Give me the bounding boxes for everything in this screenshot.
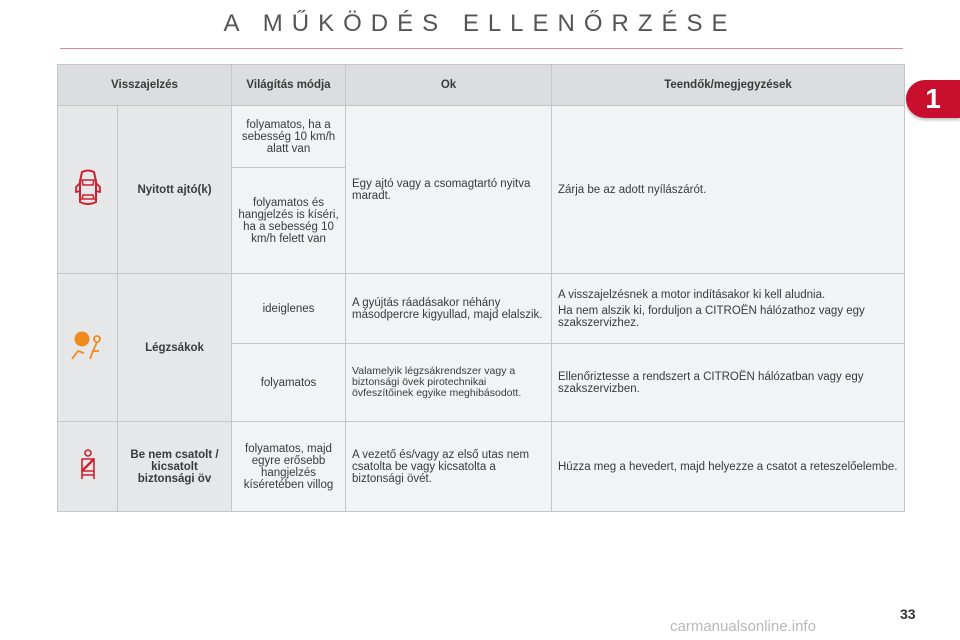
action-airbags-continuous: Ellenőriztesse a rendszert a CITROËN hálózatban vagy egy szakszervizben. <box>552 344 905 422</box>
warning-lights-table <box>57 64 905 512</box>
watermark: carmanualsonline.info <box>670 618 816 635</box>
chapter-tab[interactable]: 1 <box>906 80 960 118</box>
mode-airbags-temporary: ideiglenes <box>232 274 346 344</box>
header-action: Teendők/megjegyzések <box>552 65 905 106</box>
airbag-icon-cell <box>58 274 118 422</box>
cause-airbags-temporary: A gyújtás ráadásakor néhány másodpercre kigyullad, majd elalszik. <box>346 274 552 344</box>
cause-doors: Egy ajtó vagy a csomagtartó nyitva maradt. <box>346 106 552 274</box>
mode-doors-high-speed: folyamatos és hangjelzés is kíséri, ha a sebesség 10 km/h felett van <box>232 168 346 274</box>
open-door-car-icon <box>75 168 101 211</box>
header-mode: Világítás módja <box>232 65 346 106</box>
table-row <box>58 274 905 344</box>
cause-seatbelt: A vezető és/vagy az első utas nem csatolta be vagy kicsatolta a biztonsági övét. <box>346 422 552 512</box>
table-row <box>58 422 905 512</box>
function-doors: Nyitott ajtó(k) <box>118 106 232 274</box>
action-airbags-note-2: Ha nem alszik ki, forduljon a CITROËN hálózathoz vagy egy szakszervizhez. <box>558 304 865 329</box>
airbag-icon <box>70 331 106 364</box>
header-cause: Ok <box>346 65 552 106</box>
page-number: 33 <box>900 606 916 622</box>
door-icon-cell <box>58 106 118 274</box>
action-airbags-temporary <box>552 274 905 344</box>
action-seatbelt: Húzza meg a hevedert, majd helyezze a csatot a reteszelőelembe. <box>552 422 905 512</box>
action-airbags-note-1: A visszajelzésnek a motor indításakor ki kell aludnia. <box>558 288 826 301</box>
function-seatbelt: Be nem csatolt / kicsatolt biztonsági öv <box>118 422 232 512</box>
table-header-row <box>58 65 905 106</box>
seatbelt-icon <box>77 449 99 484</box>
page-title: A MŰKÖDÉS ELLENŐRZÉSE <box>223 10 737 37</box>
action-doors: Zárja be az adott nyílászárót. <box>552 106 905 274</box>
table-row <box>58 106 905 168</box>
title-divider <box>60 48 903 49</box>
cause-airbags-continuous: Valamelyik légzsákrendszer vagy a biztonsági övek pirotechnikai övfeszítőinek egyike meghibásodott. <box>346 344 552 422</box>
header-indicator: Visszajelzés <box>58 65 232 106</box>
mode-airbags-continuous: folyamatos <box>232 344 346 422</box>
mode-seatbelt: folyamatos, majd egyre erősebb hangjelzés kíséretében villog <box>232 422 346 512</box>
function-airbags: Légzsákok <box>118 274 232 422</box>
seatbelt-icon-cell <box>58 422 118 512</box>
mode-doors-low-speed: folyamatos, ha a sebesség 10 km/h alatt van <box>232 106 346 168</box>
